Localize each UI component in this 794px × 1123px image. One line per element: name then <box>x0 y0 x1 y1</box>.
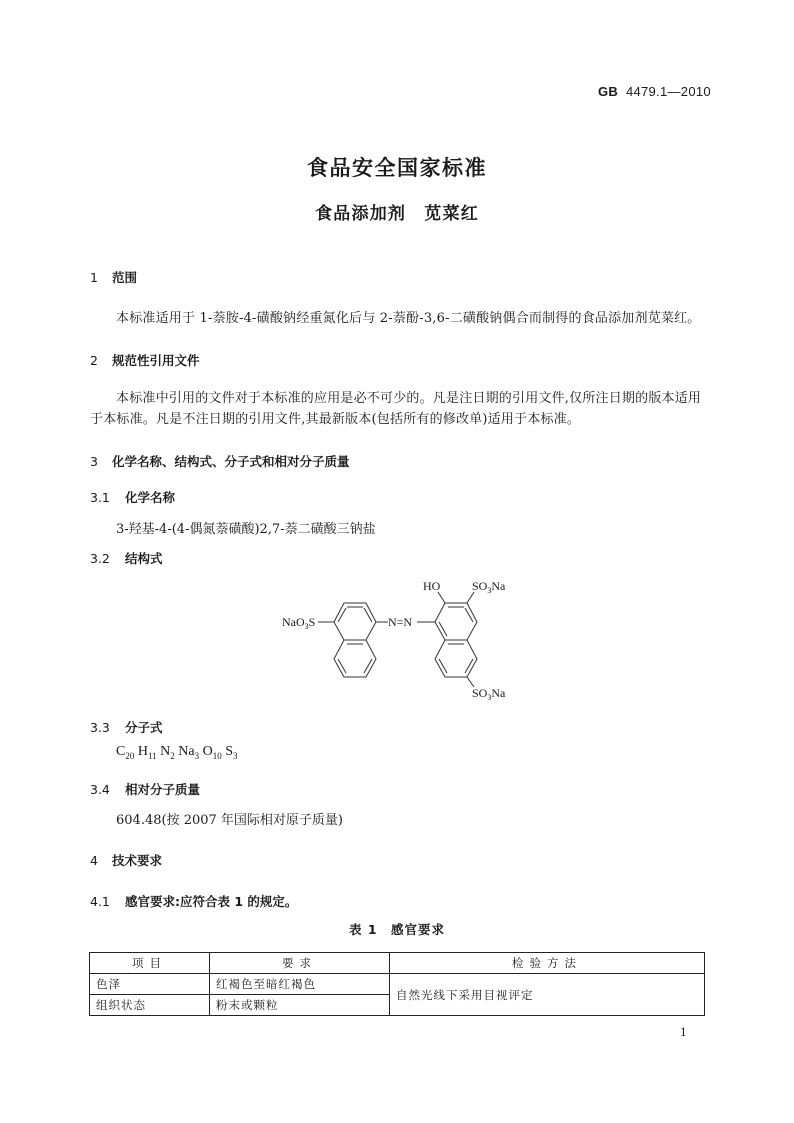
structural-formula-diagram <box>270 570 530 705</box>
section-number: 2 <box>90 353 98 368</box>
standard-prefix: GB <box>598 84 619 99</box>
section-number: 3.1 <box>90 490 110 505</box>
left-naphthalene-rings <box>318 603 435 677</box>
item-cell: 组织状态 <box>90 995 210 1016</box>
molecular-formula: $C_{20}$ $H_{11}$ $N_2$ $Na_3$ $O_{10}$ $S_3$ <box>116 744 238 761</box>
section-2-heading <box>90 351 200 369</box>
section-2-body: 本标准中引用的文件对于本标准的应用是必不可少的。凡是注日期的引用文件,仅所注日期的版本适用于本标准。凡是不注日期的引用文件,其最新版本(包括所有的修改单)适用于本标准。 <box>90 391 702 427</box>
table-row <box>90 974 705 995</box>
section-title: 技术要求 <box>112 853 163 868</box>
section-number: 4 <box>90 853 98 868</box>
section-4-1-heading <box>90 892 297 910</box>
section-title: 规范性引用文件 <box>112 353 200 368</box>
document-title: 食品安全国家标准 <box>307 156 487 180</box>
section-title: 结构式 <box>125 551 163 566</box>
molecular-mass: 604.48(按 2007 年国际相对原子质量) <box>116 813 343 828</box>
standard-code: 4479.1—2010 <box>625 84 711 99</box>
requirement-cell: 红褐色至暗红褐色 <box>210 974 390 995</box>
standard-number <box>598 84 711 99</box>
section-1-body: 本标准适用于 1-萘胺-4-磺酸钠经重氮化后与 2-萘酚-3,6-二磺酸钠偶合而制得的食品添加剂苋菜红。 <box>116 311 701 326</box>
section-title: 分子式 <box>125 720 163 735</box>
section-number: 1 <box>90 270 98 285</box>
section-3-4-heading <box>90 780 200 798</box>
azo-group-label: N=N <box>388 615 413 629</box>
page-number: 1 <box>680 1024 687 1039</box>
table-caption: 表 1 感官要求 <box>348 922 446 937</box>
section-1-heading <box>90 268 137 286</box>
method-cell: 自然光线下采用目视评定 <box>390 974 705 1016</box>
column-header-method: 检验方法 <box>390 953 705 974</box>
item-cell: 色泽 <box>90 974 210 995</box>
sulfonate-bottom-label: $SO_3Na$ <box>472 686 506 702</box>
section-3-1-heading <box>90 488 175 506</box>
sensory-requirements-table <box>89 952 705 1016</box>
section-4-heading <box>90 851 162 869</box>
section-3-2-heading <box>90 549 163 567</box>
section-3-heading <box>90 452 350 470</box>
section-3-3-heading <box>90 718 163 736</box>
section-number: 4.1 <box>90 894 110 909</box>
section-number: 3 <box>90 454 98 469</box>
requirement-cell: 粉末或颗粒 <box>210 995 390 1016</box>
section-title: 范围 <box>112 270 138 285</box>
section-title: 化学名称 <box>125 490 176 505</box>
hydroxyl-label: HO <box>423 579 441 593</box>
section-title: 化学名称、结构式、分子式和相对分子质量 <box>112 454 350 469</box>
column-header-requirement: 要求 <box>210 953 390 974</box>
right-naphthalene-rings <box>435 592 477 687</box>
chemical-name: 3-羟基-4-(4-偶氮萘磺酸)2,7-萘二磺酸三钠盐 <box>116 522 376 537</box>
document-subtitle: 食品添加剂 苋菜红 <box>315 204 479 224</box>
sulfonate-top-label: $SO_3Na$ <box>472 579 506 595</box>
section-number: 3.4 <box>90 782 110 797</box>
table-header-row <box>90 953 705 974</box>
section-number: 3.2 <box>90 551 110 566</box>
sulfonate-left-label: NaO$_3$S <box>282 615 316 631</box>
section-title: 感官要求:应符合表 1 的规定。 <box>125 894 298 909</box>
section-title: 相对分子质量 <box>125 782 201 797</box>
column-header-item: 项目 <box>90 953 210 974</box>
section-number: 3.3 <box>90 720 110 735</box>
